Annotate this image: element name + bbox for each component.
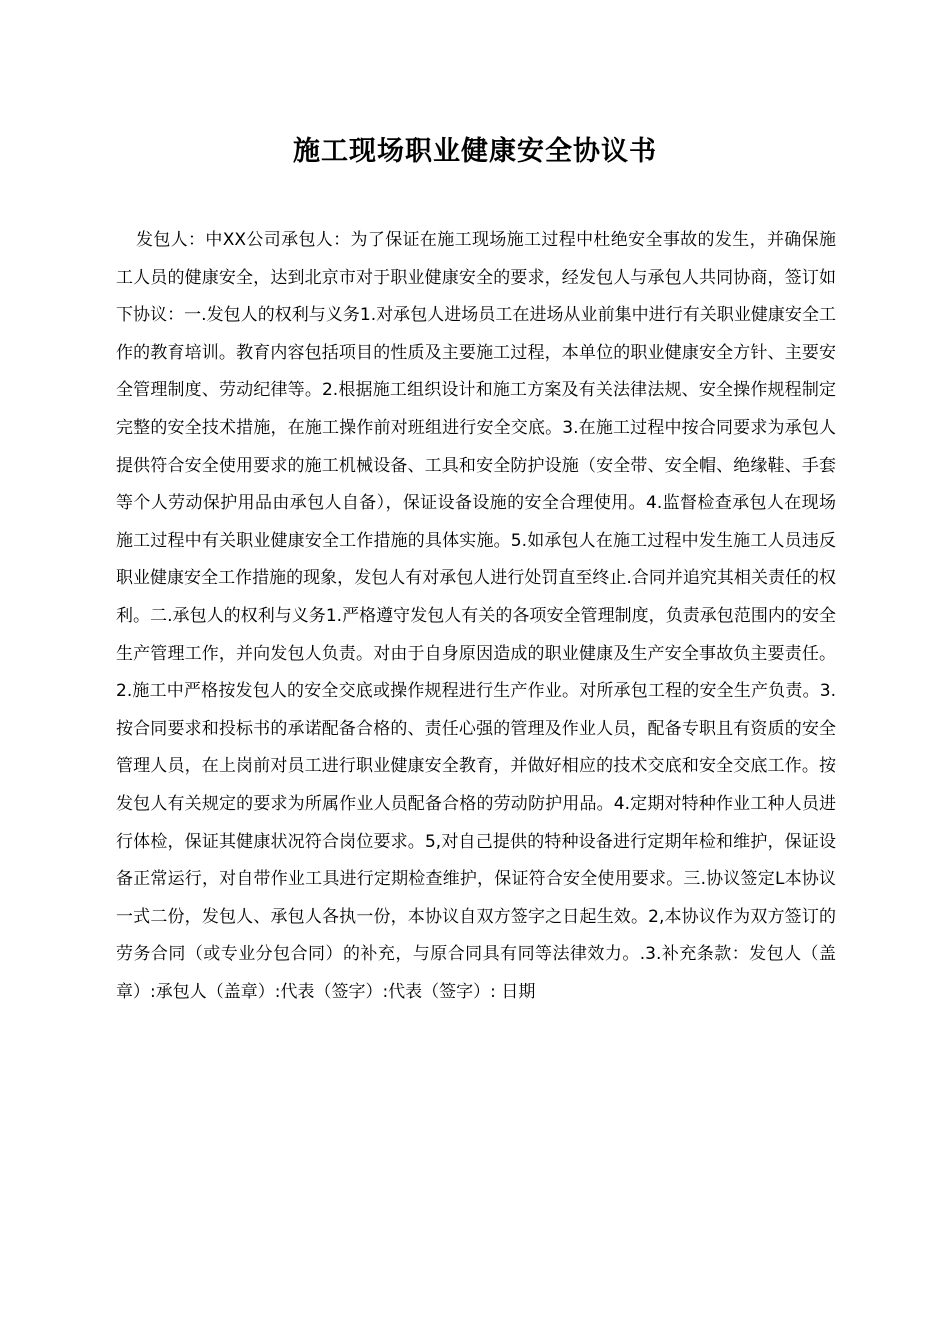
- document-title: 施工现场职业健康安全协议书: [293, 136, 657, 167]
- agreement-body-text: 发包人：中XX公司承包人：为了保证在施工现场施工过程中杜绝安全事故的发生，并确保施工人员的健康安全，达到北京市对于职业健康安全的要求，经发包人与承包人共同协商，签订如下协议：一.发包人的权利与义务1.对承包人进场员工在进场从业前集中进行有关职业健康安全工作的教育培训。教育内容包括项目的性质及主要施工过程，本单位的职业健康安全方针、主要安全管理制度、劳动纪律等。2.根据施工组织设计和施工方案及有关法律法规、安全操作规程制定完整的安全技术措施，在施工操作前对班组进行安全交底。3.在施工过程中按合同要求为承包人提供符合安全使用要求的施工机械设备、工具和安全防护设施（安全带、安全帽、绝缘鞋、手套等个人劳动保护用品由承包人自备），保证设备设施的安全合理使用。4.监督检查承包人在现场施工过程中有关职业健康安全工作措施的具体实施。5.如承包人在施工过程中发生施工人员违反职业健康安全工作措施的现象，发包人有对承包人进行处罚直至终止.合同并追究其相关责任的权利。二.承包人的权利与义务1.严格遵守发包人有关的各项安全管理制度，负责承包范围内的安全生产管理工作，并向发包人负责。对由于自身原因造成的职业健康及生产安全事故负主要责任。2.施工中严格按发包人的安全交底或操作规程进行生产作业。对所承包工程的安全生产负责。3.按合同要求和投标书的承诺配备合格的、责任心强的管理及作业人员，配备专职且有资质的安全管理人员，在上岗前对员工进行职业健康安全教育，并做好相应的技术交底和安全交底工作。按发包人有关规定的要求为所属作业人员配备合格的劳动防护用品。4.定期对特种作业工种人员进行体检，保证其健康状况符合岗位要求。5,对自己提供的特种设备进行定期年检和维护，保证设备正常运行，对自带作业工具进行定期检查维护，保证符合安全使用要求。三.协议签定L本协议一式二份，发包人、承包人各执一份，本协议自双方签字之日起生效。2,本协议作为双方签订的劳务合同（或专业分包合同）的补充，与原合同具有同等法律效力。.3.补充条款：发包人（盖章）:承包人（盖章）:代表（签字）:代表（签字）: 日期: [116, 230, 836, 1002]
